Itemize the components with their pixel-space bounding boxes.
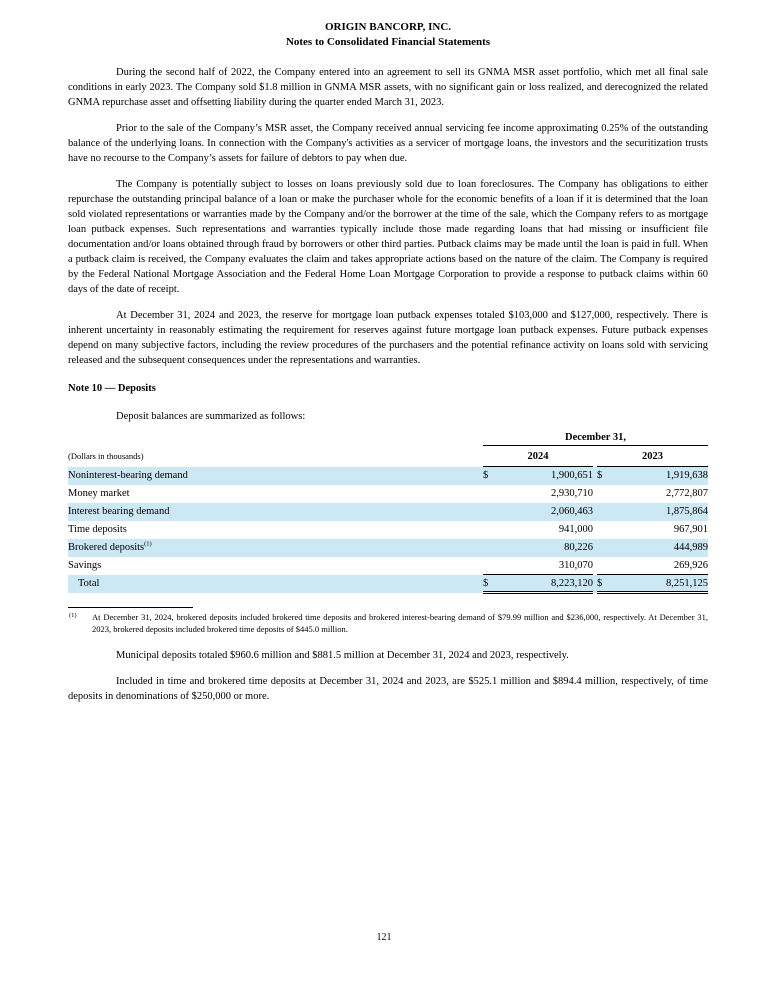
table-row	[68, 557, 708, 575]
currency-symbol: $	[597, 470, 603, 482]
cell-value: 8,223,120	[497, 575, 593, 593]
table-row	[68, 521, 708, 539]
table-header-year-row	[68, 446, 708, 467]
currency-symbol: $	[483, 575, 497, 593]
currency-symbol	[483, 503, 497, 521]
table-row	[68, 539, 708, 557]
row-label: Money market	[68, 488, 130, 499]
paragraph-time-deposits: Included in time and brokered time deposits at December 31, 2024 and 2023, are $525.1 million and $894.4 million, respectively, of time deposits in denominations of $250,000 or more.	[68, 676, 708, 702]
cell-value: 8,251,125	[611, 575, 708, 593]
cell-value: 1,919,638	[666, 470, 709, 482]
footnote-reference: (1)	[144, 540, 152, 548]
footnote	[68, 612, 708, 635]
empty-header-cell	[68, 430, 483, 446]
document-header	[68, 20, 708, 50]
table-row	[68, 467, 708, 485]
currency-symbol: $	[597, 575, 611, 593]
currency-symbol	[483, 539, 497, 557]
cell-value: 1,900,651	[551, 470, 593, 482]
row-label: Noninterest-bearing demand	[68, 470, 188, 481]
currency-symbol	[597, 521, 611, 539]
currency-symbol	[483, 521, 497, 539]
row-label: Interest bearing demand	[68, 506, 170, 517]
cell-value: 444,989	[673, 542, 709, 553]
paragraph-putback-obligations: The Company is potentially subject to losses on loans previously sold due to loan foreclosures. The Company has obligations to either repurchase the outstanding principal balance of a loan or make the purchaser whole for the economic benefits of a loan if it is determined that the loan sold violated representations or warranties made by the Company and/or the borrower at the time of the sale, which the Company refers to as mortgage loan putback expenses. Such representations and warranties typically include those made regarding loans that had missing or insufficient file documentation and/or loans obtained through fraud by borrowers or other third parties. Putback claims may be made until the loan is paid in full. When a putback claim is received, the Company evaluates the claim and takes appropriate actions based on the nature of the claim. The Company is required by the Federal National Mortgage Association and the Federal Home Loan Mortgage Corporation to provide a response to putback claims within 60 days of the date of receipt.	[68, 179, 708, 295]
table-row	[68, 575, 708, 593]
currency-symbol	[597, 503, 611, 521]
cell-value: 2,772,807	[666, 488, 709, 499]
footnote-text: At December 31, 2024, brokered deposits included brokered time deposits and brokered interest-bearing demand of $79.99 million and $236,000, respectively. At December 31, 2023, brokered deposits included brokered time deposits of $445.0 million.	[92, 612, 708, 634]
deposits-table-body	[68, 467, 708, 593]
cell-value: 2,060,463	[551, 506, 593, 517]
currency-symbol	[483, 557, 497, 575]
currency-symbol	[597, 539, 611, 557]
table-row	[68, 485, 708, 503]
cell-value: 269,926	[611, 557, 708, 575]
row-label: Brokered deposits$^{(1)}$	[68, 540, 152, 553]
row-label: Savings	[68, 560, 102, 571]
cell-value: 2,930,710	[551, 488, 593, 499]
date-header: December 31,	[483, 430, 708, 446]
paragraph-servicing-fee: Prior to the sale of the Company’s MSR asset, the Company received annual servicing fee income approximating 0.25% of the outstanding balance of the underlying loans. In connection with the Company's activities as a servicer of mortgage loans, the investors and the securitization trusts have no recourse to the Company’s assets for failure of debtors to pay when due.	[68, 123, 708, 164]
cell-value: 310,070	[497, 557, 593, 575]
column-header-2023: 2023	[597, 446, 708, 467]
footnote-marker: (1)	[69, 612, 77, 619]
cell-value: 967,901	[673, 524, 709, 535]
cell-value: 80,226	[564, 542, 593, 553]
section-heading-note-10: Note 10 — Deposits	[68, 383, 156, 394]
column-header-2024: 2024	[483, 446, 593, 467]
deposits-table	[68, 430, 708, 594]
table-row	[68, 503, 708, 521]
units-label: (Dollars in thousands)	[68, 450, 144, 461]
row-label: Time deposits	[68, 524, 127, 535]
currency-symbol	[483, 485, 497, 503]
paragraph-municipal-deposits: Municipal deposits totaled $960.6 million and $881.5 million at December 31, 2024 and 2023, respectively.	[116, 650, 569, 661]
table-intro: Deposit balances are summarized as follows:	[116, 411, 306, 422]
page-number: 121	[376, 932, 392, 943]
currency-symbol	[597, 485, 611, 503]
cell-value: 941,000	[558, 524, 593, 535]
paragraph-gnma-sale: During the second half of 2022, the Company entered into an agreement to sell its GNMA MSR asset portfolio, which met all final sale conditions in early 2023. The Company sold $1.8 million in GNMA MSR assets, with no significant gain or loss realized, and derecognized the related GNMA repurchase asset and offsetting liability during the quarter ended March 31, 2023.	[68, 67, 708, 108]
footnote-divider	[68, 607, 193, 608]
currency-symbol: $	[483, 470, 489, 482]
cell-value: 1,875,864	[666, 506, 709, 517]
document-title: Notes to Consolidated Financial Statements	[285, 36, 491, 48]
table-header-date-row	[68, 430, 708, 446]
paragraph-putback-reserve: At December 31, 2024 and 2023, the reserve for mortgage loan putback expenses totaled $103,000 and $127,000, respectively. There is inherent uncertainty in reasonably estimating the requirement for reserves against future mortgage loan putback expenses. Future putback expenses depend on many subjective factors, including the review procedures of the purchasers and the potential refinance activity on loans sold with servicing released and the subsequent consequences under the representations and warranties.	[68, 310, 708, 366]
company-name: ORIGIN BANCORP, INC.	[324, 21, 452, 33]
currency-symbol	[597, 557, 611, 575]
row-label: Total	[78, 578, 100, 589]
